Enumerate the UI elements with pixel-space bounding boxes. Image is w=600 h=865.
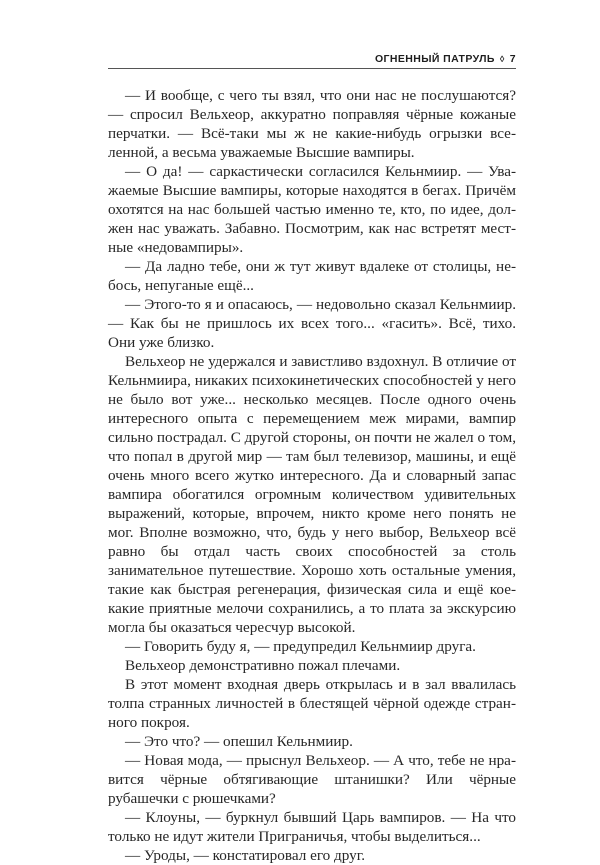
- book-title: ОГНЕННЫЙ ПАТРУЛЬ: [374, 53, 495, 65]
- paragraph: — Новая мода, — прыснул Вельхеор. — А что, тебе не нравится чёрные обтягивающие штанишки? Или чёрные рубашечки с рюшечками?: [108, 752, 516, 807]
- page-number: 7: [509, 53, 516, 65]
- body-text: [108, 86, 516, 865]
- paragraph: — Говорить буду я, — предупредил Кельнмиир друга.: [125, 638, 476, 655]
- header-rule: [108, 68, 516, 69]
- paragraph: В этот момент входная дверь открылась и в зал ввалилась толпа странных личностей в блестящей чёрной одежде странного покроя.: [108, 676, 516, 731]
- paragraph: — И вообще, с чего ты взял, что они нас не послушаются? — спросил Вельхеор, аккуратно поправляя чёрные кожаные перчатки. — Всё-таки мы ж не какие-нибудь огрызки вселенной, а весьма уважаемые Высшие вампиры.: [108, 87, 516, 161]
- paragraph: — Это что? — опешил Кельнмиир.: [125, 733, 353, 750]
- paragraph: — Этого-то я и опасаюсь, — недовольно сказал Кельнмиир. — Как бы не пришлось их всех того... «гасить». Всё, тихо. Они уже близко.: [108, 296, 516, 351]
- paragraph: — Клоуны, — буркнул бывший Царь вампиров. — На что только не идут жители Приграничья, чтобы выделиться...: [108, 809, 516, 845]
- paragraph: Вельхеор не удержался и завистливо вздохнул. В отличие от Кельнмиира, никаких психокинетических способностей у него не было вот уже... несколько месяцев. После одного очень интересного опыта с перемещением меж мирами, вампир сильно пострадал. С другой стороны, он почти не жалел о том, что попал в другой мир — там был телевизор, машины, и ещё очень много всего жутко интересного. Да и словарный запас вампира обогатился огромным количеством удивительных выражений, которые, впрочем, никто кроме него понять не мог. Вполне возможно, что, будь у него выбор, Вельхеор всё равно бы отдал часть своих способностей за столь занимательное путешествие. Хорошо хоть остальные умения, такие как быстрая регенерация, физическая сила и ещё кое-какие приятные мелочи сохранились, а то плата за экскурсию могла бы оказаться чересчур высокой.: [108, 353, 516, 636]
- paragraph: — Уроды, — констатировал его друг.: [125, 847, 366, 864]
- header-separator-icon: ◊: [499, 54, 505, 64]
- paragraph: Вельхеор демонстративно пожал плечами.: [125, 657, 401, 674]
- running-header: [375, 53, 516, 65]
- paragraph: — О да! — саркастически согласился Кельнмиир. — Уважаемые Высшие вампиры, которые находятся в бегах. Причём охотятся на нас большей частью именно те, кто, по идее, должен нас уважать. Забавно. Посмотрим, как нас встретят местные «недовампиры».: [108, 163, 516, 256]
- paragraph: — Да ладно тебе, они ж тут живут вдалеке от столицы, небось, непуганые ещё...: [108, 258, 516, 294]
